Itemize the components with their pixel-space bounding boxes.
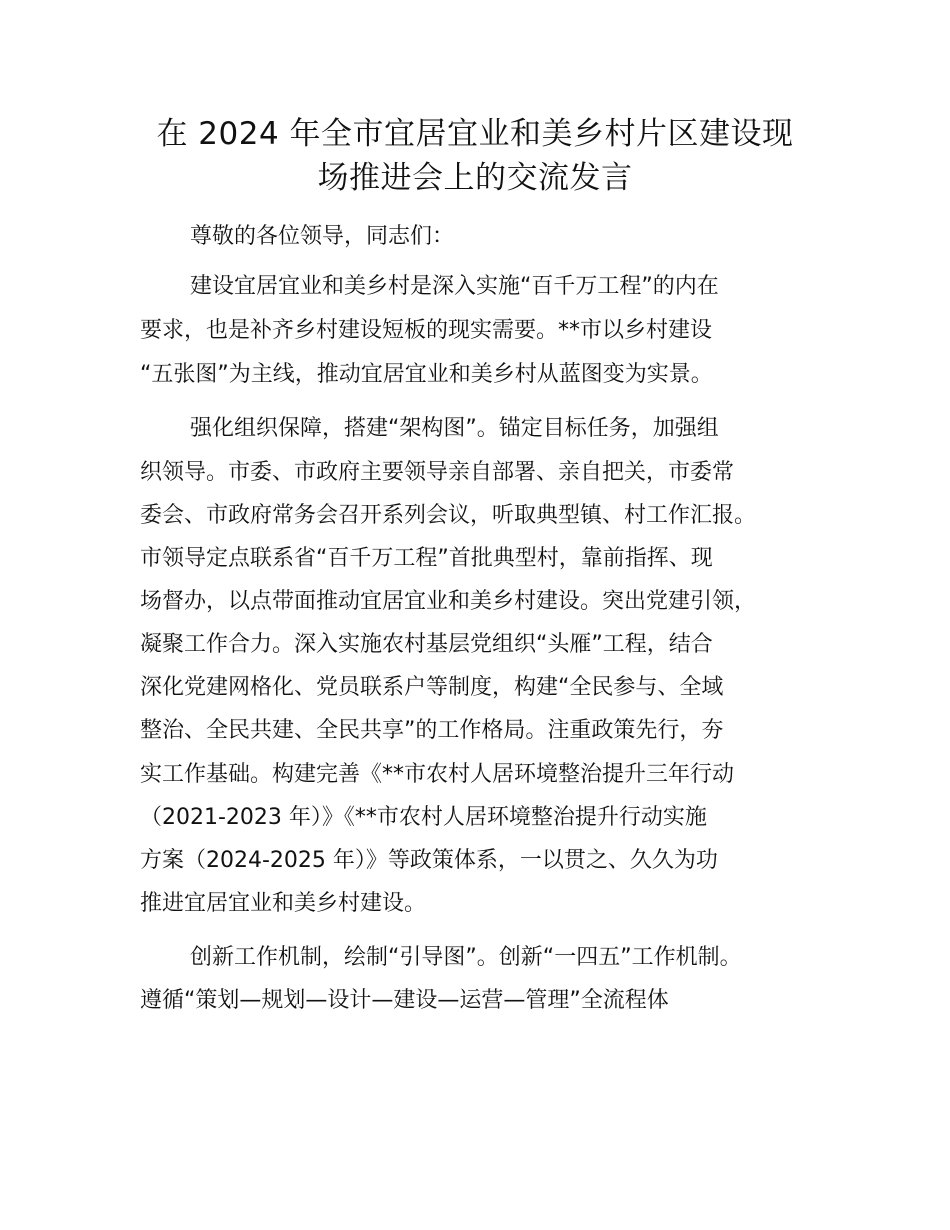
paragraph-2-line: 深化党建网格化、党员联系户等制度，构建“全民参与、全域	[140, 675, 724, 700]
paragraph-2-line: 场督办，以点带面推动宜居宜业和美乡村建设。突出党建引领，	[140, 589, 757, 614]
paragraph-2-line: 委会、市政府常务会召开系列会议，听取典型镇、村工作汇报。	[140, 503, 757, 528]
paragraph-2-line: 织领导。市委、市政府主要领导亲自部署、亲自把关，市委常	[140, 460, 735, 485]
paragraph-1-line: “五张图”为主线，推动宜居宜业和美乡村从蓝图变为实景。	[140, 362, 713, 387]
paragraph-1-line: 要求，也是补齐乡村建设短板的现实需要。**市以乡村建设	[140, 318, 713, 343]
paragraph-2-line: 方案（2024-2025 年）》等政策体系，一以贯之、久久为功	[140, 848, 718, 873]
document-title	[120, 112, 830, 200]
title-line-2: 场推进会上的交流发言	[317, 160, 633, 196]
paragraph-2-line: 实工作基础。构建完善《**市农村人居环境整治提升三年行动	[140, 762, 735, 787]
paragraph-2-line: （2021-2023 年）》《**市农村人居环境整治提升行动实施	[140, 805, 707, 830]
paragraph-3-line: 创新工作机制，绘制“引导图”。创新“一四五”工作机制。	[190, 945, 742, 970]
salutation: 尊敬的各位领导，同志们：	[190, 224, 455, 249]
paragraph-2-line: 市领导定点联系省“百千万工程”首批典型村，靠前指挥、现	[140, 546, 713, 571]
paragraph-2-line: 整治、全民共建、全民共享”的工作格局。注重政策先行，夯	[140, 718, 724, 743]
paragraph-1-line: 建设宜居宜业和美乡村是深入实施“百千万工程”的内在	[190, 274, 719, 299]
paragraph-2-line: 凝聚工作合力。深入实施农村基层党组织“头雁”工程，结合	[140, 632, 713, 657]
title-line-1: 在 2024 年全市宜居宜业和美乡村片区建设现	[156, 116, 794, 152]
paragraph-2-line: 强化组织保障，搭建“架构图”。锚定目标任务，加强组	[190, 416, 719, 441]
paragraph-3-line: 遵循“策划—规划—设计—建设—运营—管理”全流程体	[140, 988, 669, 1013]
paragraph-2-line: 推进宜居宜业和美乡村建设。	[140, 891, 427, 916]
